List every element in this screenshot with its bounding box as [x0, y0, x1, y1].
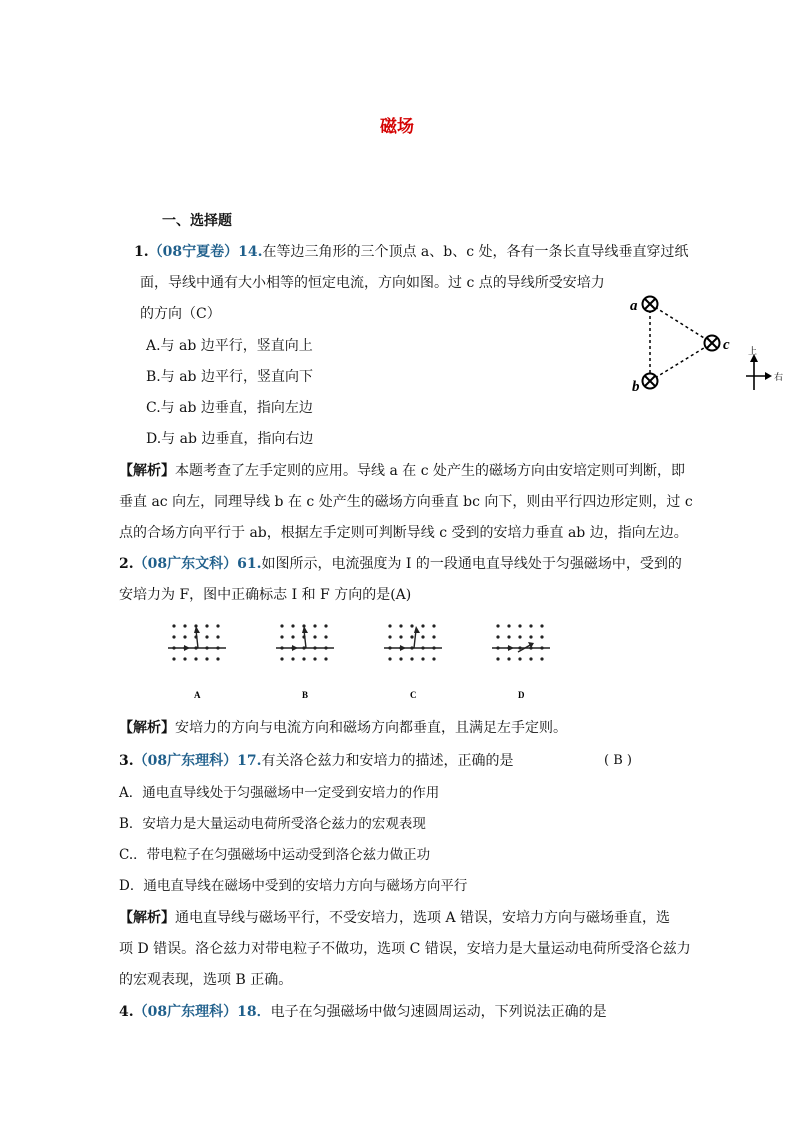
q2-panel-b	[276, 624, 334, 700]
q3-analysis-text-1: 通电直导线与磁场平行，不受安培力，选项 A 错误，安培力方向与磁场垂直，选	[175, 910, 671, 926]
wire-b-icon	[643, 374, 658, 389]
q3-analysis-line2: 项 D 错误。洛仑兹力对带电粒子不做功，选项 C 错误，安培力是大量运动电荷所受洛仑兹力	[119, 941, 691, 957]
q2-analysis-text: 安培力的方向与电流方向和磁场方向都垂直，且满足左手定则。	[175, 720, 567, 736]
q3-option-b: B．安培力是大量运动电荷所受洛仑兹力的宏观表现	[119, 816, 426, 832]
q2-line2: 安培力为 F，图中正确标志 I 和 F 方向的是(A)	[119, 587, 412, 603]
q2-panel-a	[168, 624, 226, 700]
edge-ac	[650, 304, 712, 343]
q2-panel-label-c: C	[410, 690, 417, 700]
edge-bc	[650, 343, 712, 381]
q3-analysis-line1	[119, 909, 670, 927]
q2-panel-label-d: D	[518, 690, 525, 700]
q3-stem: 有关洛仑兹力和安培力的描述，正确的是	[261, 753, 514, 769]
q1-number: 1.	[134, 244, 149, 260]
q1-analysis-line2: 垂直 ac 向左，同理导线 b 在 c 处产生的磁场方向垂直 bc 向下，则由平行四边形定则，过 c	[119, 494, 693, 510]
page-title: 磁场	[380, 117, 414, 137]
q3-source: （08广东理科）17.	[133, 753, 262, 769]
q3-line1	[119, 752, 513, 770]
q1-analysis-text-1: 本题考查了左手定则的应用。导线 a 在 c 处产生的磁场方向由安培定则可判断，即	[175, 463, 685, 479]
label-c: c	[723, 337, 730, 353]
q3-analysis-line3: 的宏观表现，选项 B 正确。	[119, 972, 293, 988]
label-up: 上	[748, 346, 758, 356]
q4-stem: 电子在匀强磁场中做匀速圆周运动，下列说法正确的是	[270, 1004, 607, 1020]
q1-option-c: C.与 ab 边垂直，指向左边	[146, 400, 313, 416]
q1-option-b: B.与 ab 边平行，竖直向下	[146, 369, 313, 385]
q2-line1	[119, 555, 682, 573]
wire-a-icon	[643, 297, 658, 312]
q2-number: 2.	[119, 556, 134, 572]
q1-analysis-tag: 【解析】	[119, 463, 175, 479]
q3-option-d: D．通电直导线在磁场中受到的安培力方向与磁场方向平行	[119, 878, 468, 894]
q1-option-a: A.与 ab 边平行，竖直向上	[146, 338, 313, 354]
q2-panel-d	[492, 624, 550, 700]
q1-triangle-figure	[624, 290, 784, 400]
label-a: a	[630, 298, 638, 314]
label-right: 右	[774, 372, 784, 382]
q1-stem-1: 在等边三角形的三个顶点 a、b、c 处，各有一条长直导线垂直穿过纸	[262, 244, 689, 260]
label-b: b	[632, 379, 640, 395]
q3-analysis-tag: 【解析】	[119, 910, 175, 926]
q2-source: （08广东文科）61.	[133, 556, 262, 572]
q3-option-a: A．通电直导线处于匀强磁场中一定受到安培力的作用	[119, 785, 440, 801]
q1-line3: 的方向（C）	[140, 306, 221, 322]
q3-number: 3.	[119, 753, 134, 769]
q1-source: （08宁夏卷）14.	[148, 244, 263, 260]
q4-source: （08广东理科）18．	[133, 1004, 271, 1020]
q3-option-c: C.．带电粒子在匀强磁场中运动受到洛仑兹力做正功	[119, 847, 431, 863]
q1-line1	[134, 243, 689, 261]
q1-option-d: D.与 ab 边垂直，指向右边	[146, 431, 314, 447]
q3-answer: ( B )	[604, 753, 632, 768]
q2-panel-c	[384, 624, 442, 700]
q1-line2: 面，导线中通有大小相等的恒定电流，方向如图。过 c 点的导线所受安培力	[140, 275, 605, 291]
q2-panel-label-b: B	[302, 690, 309, 700]
q2-analysis-tag: 【解析】	[119, 720, 175, 736]
q2-stem-1: 如图所示，电流强度为 I 的一段通电直导线处于匀强磁场中，受到的	[261, 556, 682, 572]
wire-c-icon	[705, 336, 720, 351]
q1-analysis-line3: 点的合场方向平行于 ab，根据左手定则可判断导线 c 受到的安培力垂直 ab 边，指向左边。	[119, 525, 688, 541]
section-heading: 一、选择题	[162, 213, 232, 229]
q4-number: 4.	[119, 1004, 134, 1020]
direction-axes-icon	[746, 354, 772, 390]
q2-panel-label-a: A	[194, 690, 201, 700]
q1-analysis-line1	[119, 462, 685, 480]
q4-line1	[119, 1003, 607, 1021]
q2-analysis-line	[119, 719, 567, 737]
q2-figure-panels	[160, 616, 560, 706]
